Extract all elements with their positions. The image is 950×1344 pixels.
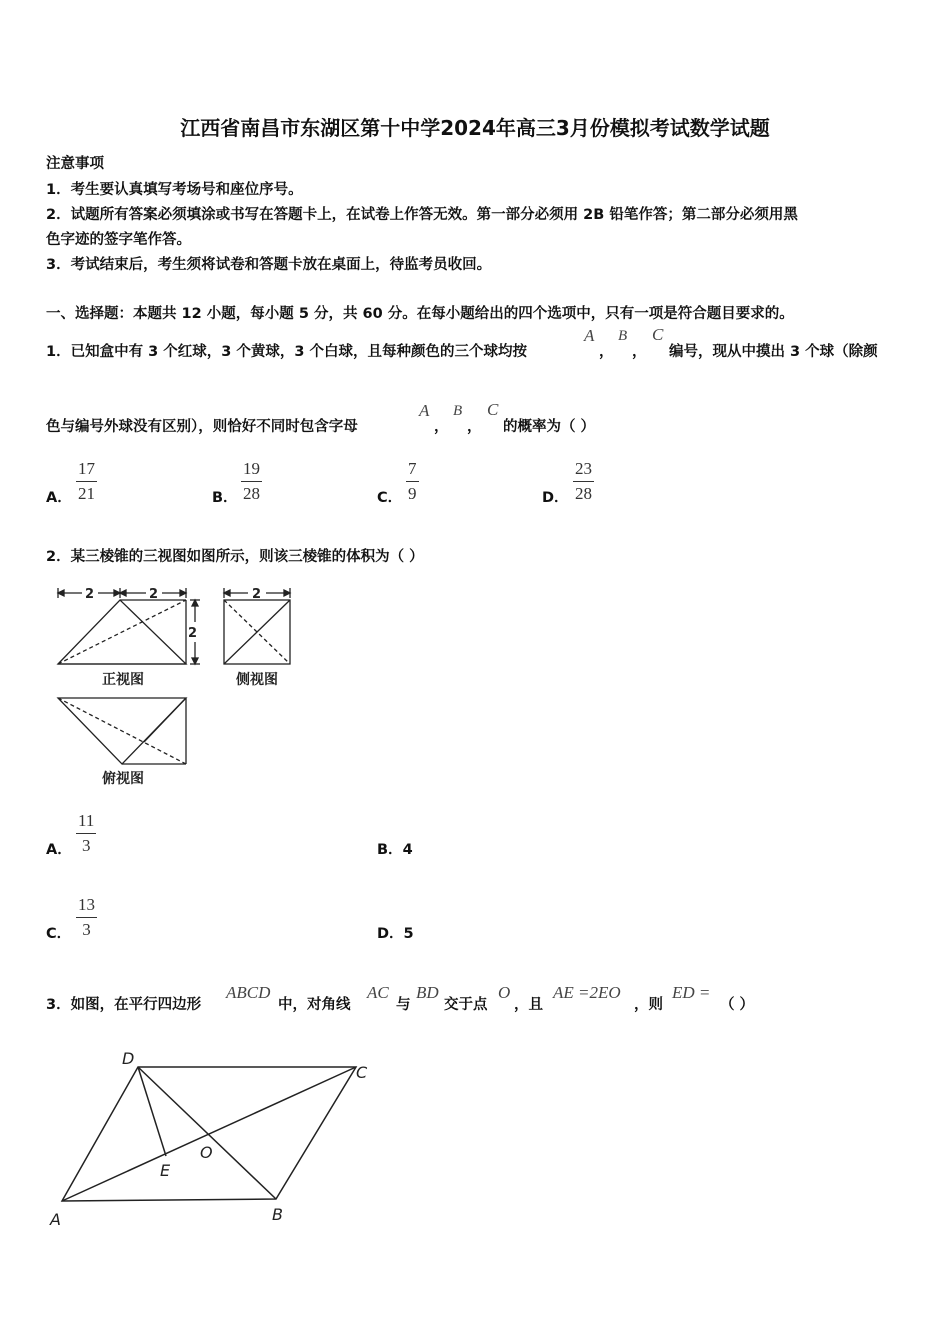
q1-stem-line-1a: 1．已知盒中有 3 个红球，3 个黄球，3 个白球，且每种颜色的三个球均按: [46, 344, 528, 360]
q3-stem-part-7: （ ）: [720, 997, 755, 1013]
q1-option-d-denominator: 28: [575, 484, 592, 503]
q1-var-c: C: [652, 325, 664, 344]
q2-option-c-label: C．: [46, 926, 72, 942]
q3-math-ac: AC: [367, 983, 389, 1002]
point-c-label: C: [356, 1063, 368, 1082]
q1-stem-line-2a: 色与编号外球没有区别），则恰好不同时包含字母: [46, 419, 358, 435]
q2-option-a-label: A．: [46, 842, 72, 858]
q2-option-c-denominator: 3: [82, 920, 91, 939]
three-view-figure: [40, 578, 310, 793]
point-b-label: B: [272, 1205, 283, 1224]
q1-option-c-denominator: 9: [408, 484, 417, 503]
notice-item-2-line-1: 2．试题所有答案必须填涂或书写在答题卡上，在试卷上作答无效。第一部分必须用 2B 铅笔作答；第二部分必须用黑: [46, 207, 798, 223]
q1-var-b: B: [453, 403, 463, 419]
q2-option-a-numerator: 11: [76, 811, 96, 834]
q1-option-d-fraction: [573, 459, 594, 504]
q1-comma: ，: [632, 344, 647, 360]
q2-option-a-fraction: [76, 811, 96, 856]
point-o-label: O: [200, 1143, 213, 1162]
q2-option-d-value: 5: [403, 926, 414, 942]
q3-stem-part-3: 与: [396, 997, 411, 1013]
q1-comma: ，: [434, 419, 449, 435]
q1-option-c-fraction: [406, 459, 419, 504]
q3-math-ed: ED =: [672, 983, 711, 1002]
q1-comma: ，: [467, 419, 482, 435]
q2-option-d: [377, 922, 414, 943]
q1-option-b-denominator: 28: [243, 484, 260, 503]
q2-option-d-label: D．: [377, 926, 404, 942]
q1-option-c-numerator: 7: [406, 459, 419, 482]
q3-stem-part-2: 中，对角线: [278, 997, 351, 1013]
front-view-label: 正视图: [102, 672, 144, 688]
front-dim-left: 2: [85, 587, 95, 602]
notice-item-2-line-2: 色字迹的签字笔作答。: [46, 232, 191, 248]
q2-stem: 2．某三棱锥的三视图如图所示，则该三棱锥的体积为（ ）: [46, 549, 424, 565]
top-view: [58, 698, 186, 764]
q1-var-b: B: [618, 328, 628, 344]
q2-option-a-denominator: 3: [81, 836, 91, 855]
q1-option-b-label: B．: [212, 490, 238, 506]
q1-option-a-fraction: [76, 459, 97, 504]
q3-stem-part-6: ，则: [634, 997, 663, 1013]
q1-var-a: A: [584, 326, 595, 345]
q2-option-c-numerator: 13: [76, 895, 97, 918]
q2-option-b: [377, 838, 413, 859]
q1-stem-line-1b: 编号，现从中摸出 3 个球（除颜: [669, 344, 878, 360]
q1-option-b-numerator: 19: [241, 459, 262, 482]
notice-heading: 注意事项: [46, 156, 104, 172]
q3-math-bd: BD: [416, 983, 439, 1002]
q1-option-b-fraction: [241, 459, 262, 504]
q1-option-d-label: D．: [542, 490, 569, 506]
section-heading: 一、选择题：本题共 12 小题，每小题 5 分，共 60 分。在每小题给出的四个选项中，只有一项是符合题目要求的。: [46, 306, 794, 322]
point-d-label: D: [122, 1049, 135, 1068]
q3-stem-part-1: 3．如图，在平行四边形: [46, 997, 202, 1013]
notice-item-3: 3．考试结束后，考生须将试卷和答题卡放在桌面上，待监考员收回。: [46, 257, 492, 273]
front-dim-height: 2: [188, 626, 198, 641]
front-view: [58, 588, 200, 664]
q1-option-d-numerator: 23: [573, 459, 594, 482]
point-a-label: A: [50, 1210, 61, 1229]
front-dim-right: 2: [149, 587, 159, 602]
q2-option-c-fraction: [76, 895, 97, 940]
side-view-label: 侧视图: [236, 672, 278, 688]
top-view-label: 俯视图: [102, 771, 144, 787]
q1-option-c-label: C．: [377, 490, 403, 506]
q2-option-b-value: 4: [402, 842, 413, 858]
q1-option-a-denominator: 21: [78, 484, 95, 503]
q1-var-a: A: [419, 401, 430, 420]
q3-math-o: O: [498, 983, 511, 1002]
q3-math-abcd: ABCD: [226, 983, 271, 1002]
point-e-label: E: [160, 1161, 171, 1180]
page-title: 江西省南昌市东湖区第十中学2024年高三3月份模拟考试数学试题: [180, 116, 770, 140]
q1-option-a-label: A．: [46, 490, 72, 506]
q3-stem-part-4: 交于点: [444, 997, 488, 1013]
side-dim: 2: [252, 587, 262, 602]
notice-item-1: 1．考生要认真填写考场号和座位序号。: [46, 182, 303, 198]
q2-option-b-label: B．: [377, 842, 403, 858]
q1-comma: ，: [599, 344, 614, 360]
q3-stem-part-5: ，且: [514, 997, 543, 1013]
q1-stem-line-2b: 的概率为（ ）: [503, 419, 596, 435]
q1-var-c: C: [487, 400, 499, 419]
q1-option-a-numerator: 17: [76, 459, 97, 482]
parallelogram-figure: [40, 1040, 380, 1235]
q3-math-ae-2eo: AE =2EO: [553, 983, 621, 1002]
